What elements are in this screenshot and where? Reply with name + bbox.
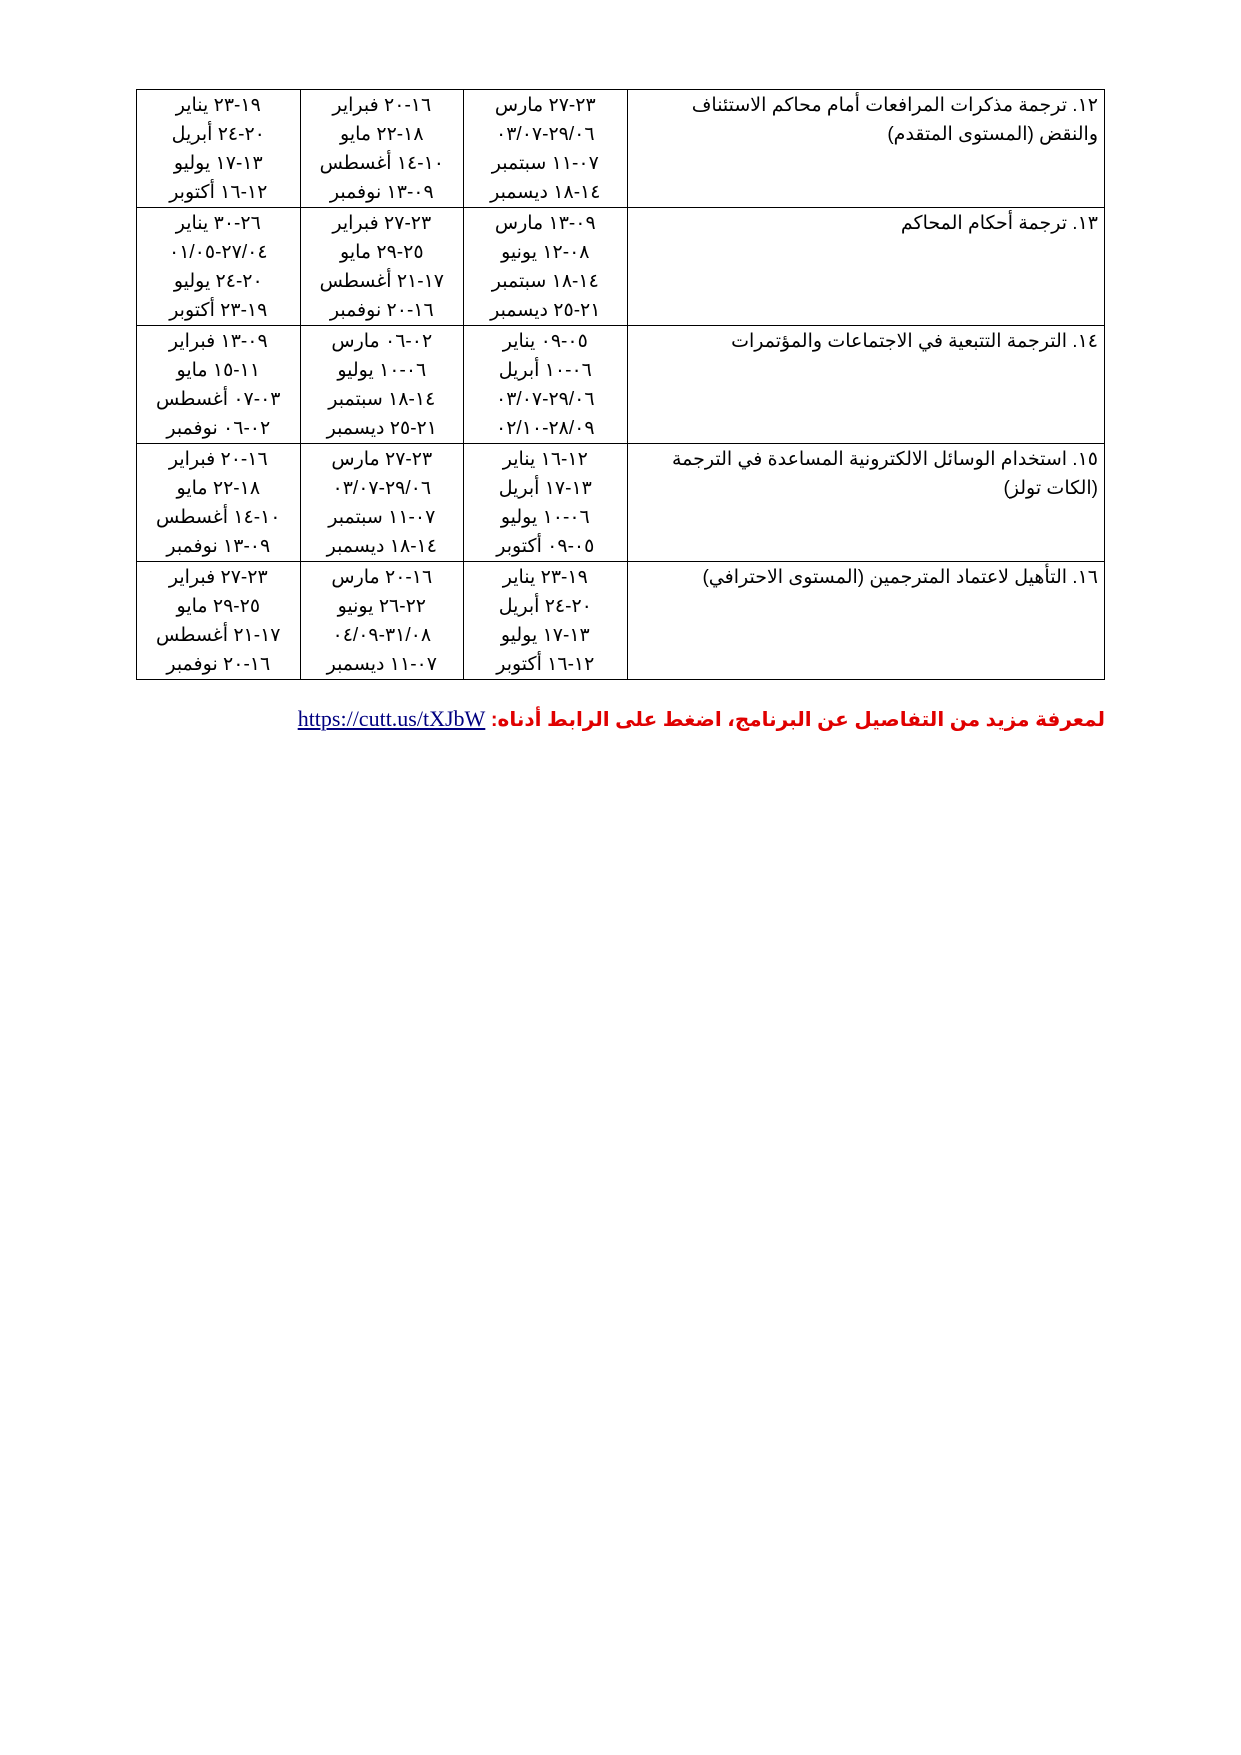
session-date: ٢٩/٠٦-٠٣/٠٧ — [332, 478, 432, 499]
course-title-line: ١٢. ترجمة مذكرات المرافعات أمام محاكم الاستئناف — [691, 95, 1098, 116]
session-date: ٢١-٢٥ ديسمبر — [326, 418, 437, 439]
course-title-line: والنقض (المستوى المتقدم) — [887, 124, 1098, 145]
session-date: ١٠-١٤ أغسطس — [319, 153, 444, 174]
session-date: ١٩-٢٣ يناير — [502, 567, 588, 588]
session-dates-cell — [464, 208, 628, 326]
session-date: ٢٢-٢٦ يونيو — [337, 596, 426, 617]
session-dates-cell — [300, 444, 464, 562]
session-date: ٢٥-٢٩ مايو — [176, 596, 261, 617]
session-date: ٠٦-١٠ يوليو — [500, 507, 590, 528]
session-date: ١٦-٢٠ نوفمبر — [166, 654, 271, 675]
session-dates-cell — [137, 208, 301, 326]
course-title-cell — [627, 90, 1104, 208]
session-date: ٠٧-١١ ديسمبر — [326, 654, 437, 675]
session-date: ١٢-١٦ أكتوبر — [169, 182, 268, 203]
session-date: ٠٨-١٢ يونيو — [501, 242, 590, 263]
session-date: ٠٩-١٣ فبراير — [168, 331, 268, 352]
session-date: ٠٩-١٣ نوفمبر — [329, 182, 434, 203]
session-date: ٠٦-١٠ يوليو — [337, 360, 427, 381]
session-date: ٢٦-٣٠ يناير — [175, 213, 261, 234]
session-date: ٢٩/٠٦-٠٣/٠٧ — [496, 389, 595, 410]
session-date: ١٣-١٧ يوليو — [500, 625, 590, 646]
session-dates-cell — [464, 326, 628, 444]
session-dates-cell — [137, 444, 301, 562]
session-date: ٢١-٢٥ ديسمبر — [490, 300, 601, 321]
session-date: ١٦-٢٠ فبراير — [168, 449, 268, 470]
session-date: ٢٩/٠٦-٠٣/٠٧ — [496, 124, 595, 145]
more-info-text: لمعرفة مزيد من التفاصيل عن البرنامج، اضغط على الرابط أدناه: — [490, 709, 1105, 731]
session-date: ١٣-١٧ أبريل — [498, 478, 592, 499]
session-date: ١٧-٢١ أغسطس — [319, 271, 444, 292]
session-date: ١٦-٢٠ فبراير — [332, 95, 432, 116]
session-dates-cell — [300, 326, 464, 444]
session-date: ٠٢-٠٦ نوفمبر — [166, 418, 271, 439]
course-title-cell — [627, 208, 1104, 326]
session-dates-cell — [137, 90, 301, 208]
session-date: ١٦-٢٠ نوفمبر — [329, 300, 434, 321]
course-row — [137, 562, 1105, 680]
course-row — [137, 444, 1105, 562]
session-date: ٢٨/٠٩-٠٢/١٠ — [496, 418, 595, 439]
course-title-line: ١٣. ترجمة أحكام المحاكم — [900, 213, 1098, 234]
course-title-line: ١٤. الترجمة التتبعية في الاجتماعات والمؤتمرات — [731, 331, 1098, 352]
session-date: ٣١/٠٨-٠٤/٠٩ — [332, 625, 432, 646]
session-date: ٢٣-٢٧ مارس — [494, 95, 596, 116]
session-date: ٠٣-٠٧ أغسطس — [156, 389, 281, 410]
session-date: ٢٣-٢٧ فبراير — [332, 213, 432, 234]
session-date: ٢٠-٢٤ يوليو — [173, 271, 263, 292]
session-dates-cell — [300, 562, 464, 680]
session-date: ١٤-١٨ ديسمبر — [490, 182, 601, 203]
session-date: ١١-١٥ مايو — [176, 360, 261, 381]
course-row — [137, 208, 1105, 326]
course-title-cell — [627, 444, 1104, 562]
session-date: ١٤-١٨ سبتمبر — [328, 389, 436, 410]
session-date: ٠٥-٠٩ أكتوبر — [496, 536, 595, 557]
session-date: ١٩-٢٣ أكتوبر — [169, 300, 268, 321]
session-date: ٠٩-١٣ مارس — [494, 213, 596, 234]
more-info-line — [298, 706, 1105, 732]
session-date: ٢٣-٢٧ مارس — [331, 449, 433, 470]
course-row — [137, 90, 1105, 208]
schedule-body — [137, 90, 1105, 680]
session-date: ١٤-١٨ سبتمبر — [491, 271, 599, 292]
session-date: ١٩-٢٣ يناير — [175, 95, 261, 116]
session-date: ١٣-١٧ يوليو — [173, 153, 263, 174]
session-dates-cell — [300, 208, 464, 326]
session-date: ١٠-١٤ أغسطس — [156, 507, 281, 528]
session-date: ٢٠-٢٤ أبريل — [171, 124, 265, 145]
session-dates-cell — [137, 326, 301, 444]
program-link[interactable]: https://cutt.us/tXJbW — [297, 706, 486, 731]
session-date: ١٧-٢١ أغسطس — [156, 625, 281, 646]
session-date: ١٢-١٦ يناير — [502, 449, 588, 470]
session-date: ٢٧/٠٤-٠١/٠٥ — [168, 242, 268, 263]
session-date: ١٢-١٦ أكتوبر — [496, 654, 595, 675]
session-dates-cell — [464, 90, 628, 208]
session-date: ١٤-١٨ ديسمبر — [326, 536, 437, 557]
course-title-line: ١٦. التأهيل لاعتماد المترجمين (المستوى الاحترافي) — [702, 567, 1098, 588]
session-dates-cell — [464, 562, 628, 680]
session-date: ٠٦-١٠ أبريل — [498, 360, 592, 381]
session-date: ٠٧-١١ سبتمبر — [491, 153, 599, 174]
course-title-cell — [627, 562, 1104, 680]
session-date: ٢٥-٢٩ مايو — [340, 242, 424, 263]
session-date: ٢٠-٢٤ أبريل — [498, 596, 592, 617]
session-date: ٠٥-٠٩ يناير — [502, 331, 588, 352]
session-date: ٠٩-١٣ نوفمبر — [166, 536, 271, 557]
session-date: ٢٣-٢٧ فبراير — [168, 567, 268, 588]
course-title-line: (الكات تولز) — [1003, 478, 1098, 499]
session-date: ٠٢-٠٦ مارس — [331, 331, 433, 352]
session-date: ١٨-٢٢ مايو — [176, 478, 261, 499]
session-date: ١٨-٢٢ مايو — [340, 124, 424, 145]
session-dates-cell — [464, 444, 628, 562]
course-row — [137, 326, 1105, 444]
session-date: ١٦-٢٠ مارس — [331, 567, 433, 588]
session-date: ٠٧-١١ سبتمبر — [328, 507, 436, 528]
course-title-cell — [627, 326, 1104, 444]
schedule-table — [136, 89, 1105, 680]
course-title-line: ١٥. استخدام الوسائل الالكترونية المساعدة في الترجمة — [671, 449, 1098, 470]
session-dates-cell — [300, 90, 464, 208]
session-dates-cell — [137, 562, 301, 680]
